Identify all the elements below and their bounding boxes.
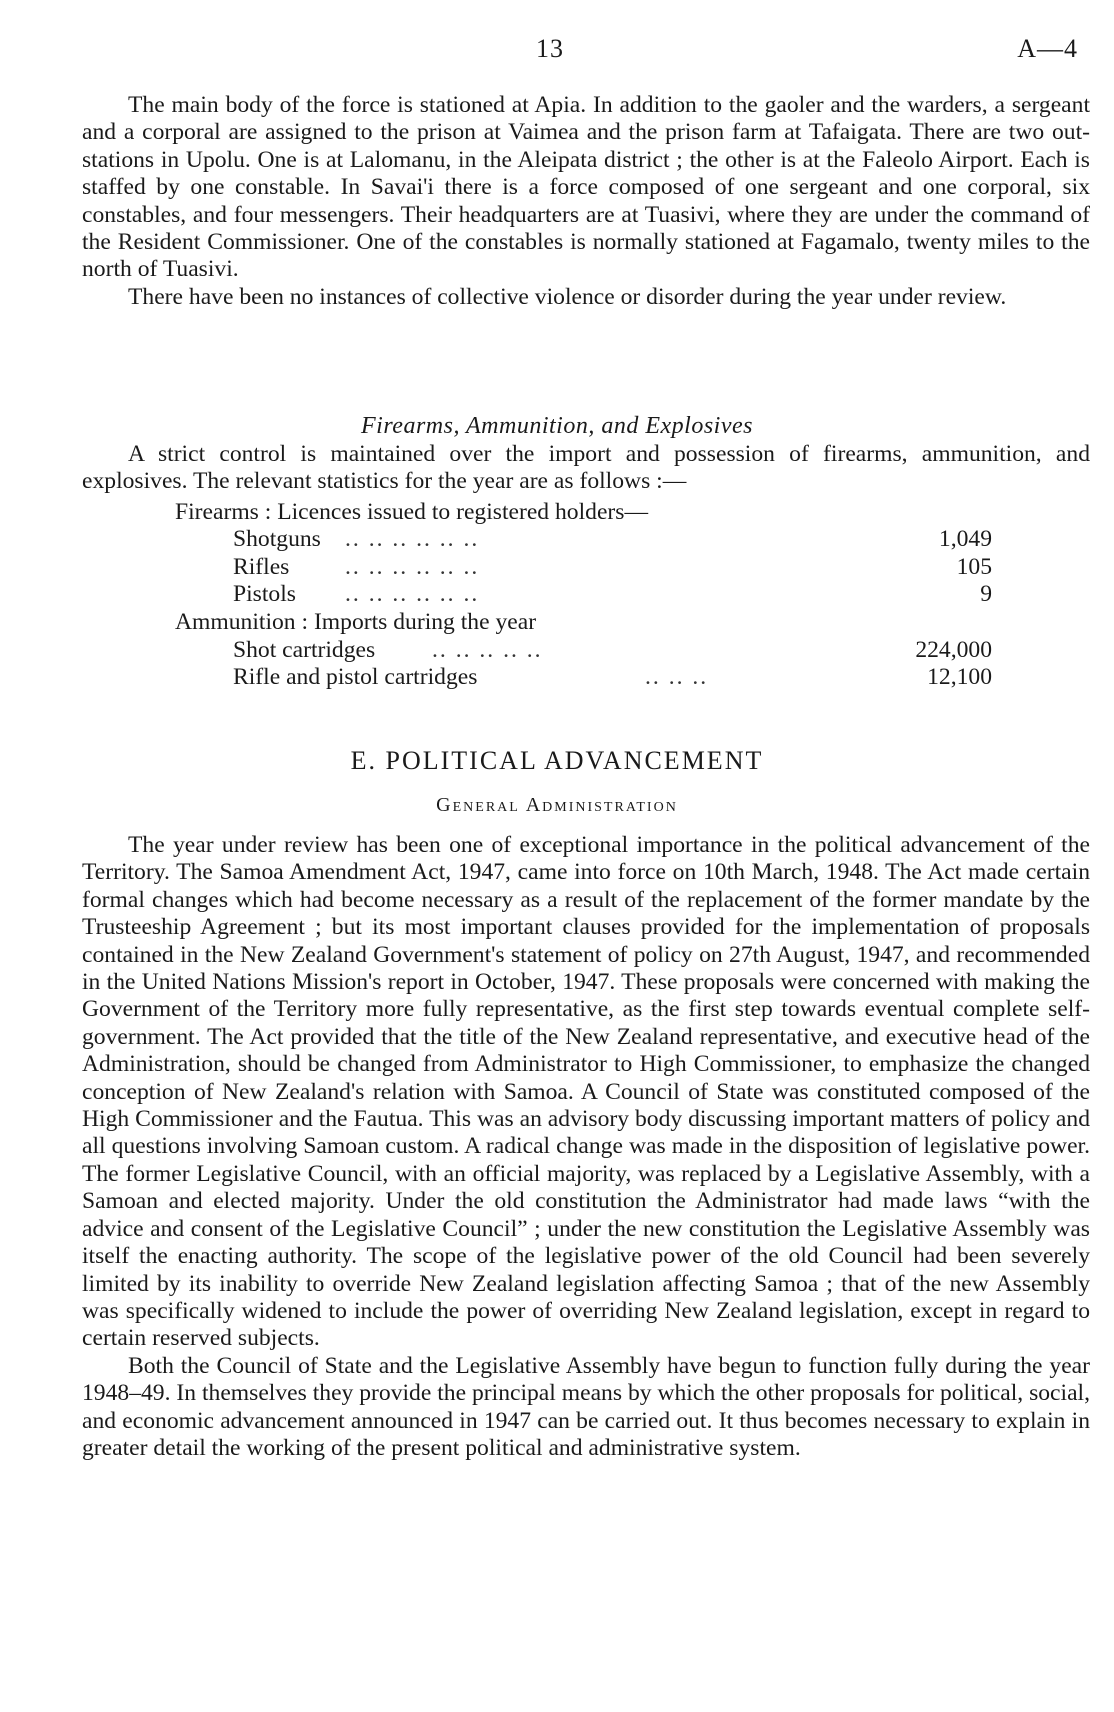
licences-heading: Firearms : Licences issued to registered holders— <box>175 499 649 525</box>
stat-row-shot-cartridges <box>0 636 1114 664</box>
stat-row-rifle-pistol-cartridges <box>0 663 1114 691</box>
intro-section <box>82 92 1090 311</box>
stat-label: Shot cartridges <box>233 637 376 663</box>
political-section <box>82 832 1090 1462</box>
leader-dots: .. .. .. .. .. <box>432 637 543 663</box>
leader-dots: .. .. .. .. .. .. <box>345 554 480 580</box>
leader-dots: .. .. .. .. .. .. <box>345 581 480 607</box>
stat-label: Shotguns <box>233 526 321 552</box>
stat-label: Pistols <box>233 581 296 607</box>
stat-value: 224,000 <box>915 637 992 663</box>
paragraph-police-force: The main body of the force is stationed at Apia. In addition to the gaoler and the warders, a sergeant and a corporal are assigned to the prison at Vaimea and the prison farm at Tafaigata. There are two out-stations in Upolu. One is at Lalomanu, in the Aleipata district ; the other is at the Faleolo Airport. Each is staffed by one constable. In Savai'i there is a force composed of one sergeant and one corporal, six constables, and four messengers. Their headquarters are at Tuasivi, where they are under the command of the Resident Commissioner. One of the constables is normally stationed at Fagamalo, twenty miles to the north of Tuasivi. <box>82 92 1090 283</box>
stat-row-shotguns <box>0 525 1114 553</box>
paragraph-samoa-amendment-act: The year under review has been one of exceptional importance in the political advancement of the Territory. The Samoa Amendment Act, 1947, came into force on 10th March, 1948. The Act made certain formal changes which had become necessary as a result of the replacement of the former mandate by the Trusteeship Agreement ; but its most important clauses provided for the implementation of proposals contained in the New Zealand Government's statement of policy on 27th August, 1947, and recommended in the United Nations Mission's report in October, 1947. These proposals were concerned with making the Government of the Territory more fully representative, as the first step towards eventual complete self-government. The Act provided that the title of the New Zealand representative, and executive head of the Administration, should be changed from Administrator to High Commissioner, to emphasize the changed conception of New Zealand's relation with Samoa. A Council of State was constituted composed of the High Commissioner and the Fautua. This was an advisory body discussing important matters of policy and all questions involving Samoan custom. A radical change was made in the disposition of legislative power. The former Legislative Council, with an official majority, was replaced by a Legislative Assembly, with a Samoan and elected majority. Under the old constitution the Administrator had made laws “with the advice and consent of the Legislative Council” ; under the new constitution the Legislative Assembly was itself the enacting authority. The scope of the legislative power of the old Council had been severely limited by its inability to override New Zealand legislation affecting Samoa ; that of the new Assembly was specifically widened to include the power of overriding New Zealand legislation, except in regard to certain reserved subjects. <box>82 832 1090 1352</box>
document-reference: A—4 <box>1017 34 1078 63</box>
stat-value: 9 <box>980 581 992 607</box>
leader-dots: .. .. .. <box>645 664 709 690</box>
firearms-intro <box>82 441 1090 496</box>
page-number: 13 <box>536 34 564 63</box>
stat-value: 1,049 <box>938 526 992 552</box>
stat-label: Rifle and pistol cartridges <box>233 664 478 690</box>
stat-row-pistols <box>0 580 1114 608</box>
stat-value: 12,100 <box>927 664 992 690</box>
firearms-heading: Firearms, Ammunition, and Explosives <box>361 413 753 439</box>
imports-heading: Ammunition : Imports during the year <box>175 609 537 635</box>
stat-row-rifles <box>0 553 1114 581</box>
paragraph-firearms-control: A strict control is maintained over the import and possession of firearms, ammunition, and explosives. The relevant statistics for the year are as follows :— <box>82 441 1090 495</box>
paragraph-no-violence: There have been no instances of collective violence or disorder during the year under review. <box>128 283 1007 310</box>
leader-dots: .. .. .. .. .. .. <box>345 526 480 552</box>
political-advancement-heading: E. POLITICAL ADVANCEMENT <box>350 746 764 775</box>
stat-value: 105 <box>956 554 992 580</box>
stat-label: Rifles <box>233 554 290 580</box>
general-administration-subheading: General Administration <box>436 794 678 816</box>
paragraph-council-and-assembly: Both the Council of State and the Legislative Assembly have begun to function fully during the year 1948–49. In themselves they provide the principal means by which the other proposals for political, social, and economic advancement announced in 1947 can be carried out. It thus becomes necessary to explain in greater detail the working of the present political and administrative system. <box>82 1352 1090 1461</box>
